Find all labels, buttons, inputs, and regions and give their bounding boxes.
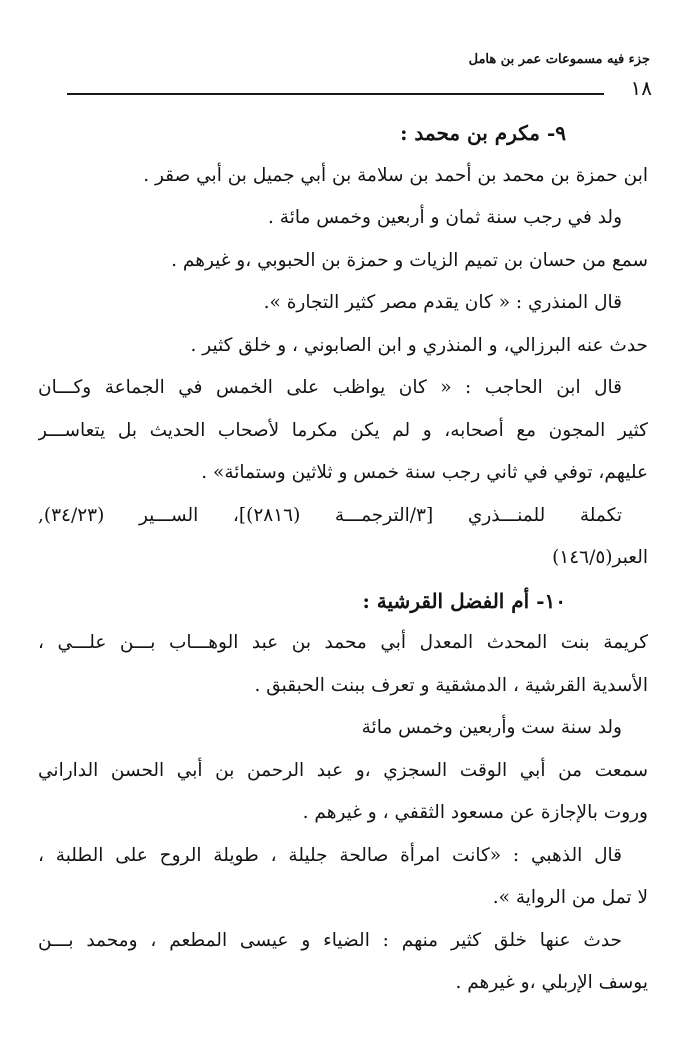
entry-10-teachers-line-2: وروت بالإجازة عن مسعود الثقفي ، و غيرهم . (302, 802, 648, 823)
entry-9-hajib-quote-line-2: كثير المجون مع أصحابه، و لم يكن مكرما لأصحاب الحديث بل يتعاســـر (38, 419, 648, 441)
entry-10-lineage-line-2: الأسدية القرشية ، الدمشقية و تعرف ببنت الحبقبق . (254, 674, 648, 696)
entry-9-heading: ٩- مكرم بن محمد : (400, 121, 566, 145)
entry-9-teachers: سمع من حسان بن تميم الزيات و حمزة بن الحبوبي ،و غيرهم . (171, 249, 648, 271)
entry-10-teachers-line-1: سمعت من أبي الوقت السجزي ،و عبد الرحمن بن أبي الحسن الداراني (38, 759, 648, 781)
entry-9-students: حدث عنه البرزالي، و المنذري و ابن الصابوني ، و خلق كثير . (190, 334, 648, 356)
body-text (38, 112, 648, 1005)
entry-9-mundhiri-quote: قال المنذري : « كان يقدم مصر كثير التجارة ». (263, 292, 622, 313)
entry-9-sources-line-1: تكملة للمنـــذري [٣/الترجمـــة (٢٨١٦)]، الســـير (٣٤/٢٣), (38, 504, 622, 526)
entry-9-lineage: ابن حمزة بن محمد بن أحمد بن سلامة بن أبي جميل بن أبي صقر . (143, 164, 648, 186)
entry-10-students-line-1: حدث عنها خلق كثير منهم : الضياء و عيسى المطعم ، ومحمد بـــن (38, 929, 622, 951)
page-number: ١٨ (630, 76, 652, 100)
header-rule (67, 93, 604, 95)
running-title: جزء فيه مسموعات عمر بن هامل (468, 52, 650, 67)
entry-10-dhahabi-quote-line-2: لا تمل من الرواية ». (492, 887, 648, 908)
entry-10-heading: ١٠- أم الفضل القرشية : (362, 588, 566, 613)
entry-9-birth: ولد في رجب سنة ثمان و أربعين وخمس مائة . (268, 207, 622, 228)
entry-10-dhahabi-quote-line-1: قال الذهبي : «كانت امرأة صالحة جليلة ، طويلة الروح على الطلبة ، (38, 844, 622, 866)
entry-10-lineage-line-1: كريمة بنت المحدث المعدل أبي محمد بن عبد الوهـــاب بـــن علـــي ، (38, 632, 648, 653)
entry-9-hajib-quote-line-3: عليهم، توفي في ثاني رجب سنة خمس و ثلاثين وستمائة» . (201, 462, 648, 483)
entry-10-birth: ولد سنة ست وأربعين وخمس مائة (361, 717, 622, 738)
entry-9-hajib-quote-line-1: قال ابن الحاجب : « كان يواظب على الخمس في الجماعة وكـــان (38, 377, 622, 398)
entry-9-sources-line-2: العبر(١٤٦/٥) (552, 547, 648, 568)
entry-10-students-line-2: يوسف الإربلي ،و غيرهم . (455, 972, 648, 993)
